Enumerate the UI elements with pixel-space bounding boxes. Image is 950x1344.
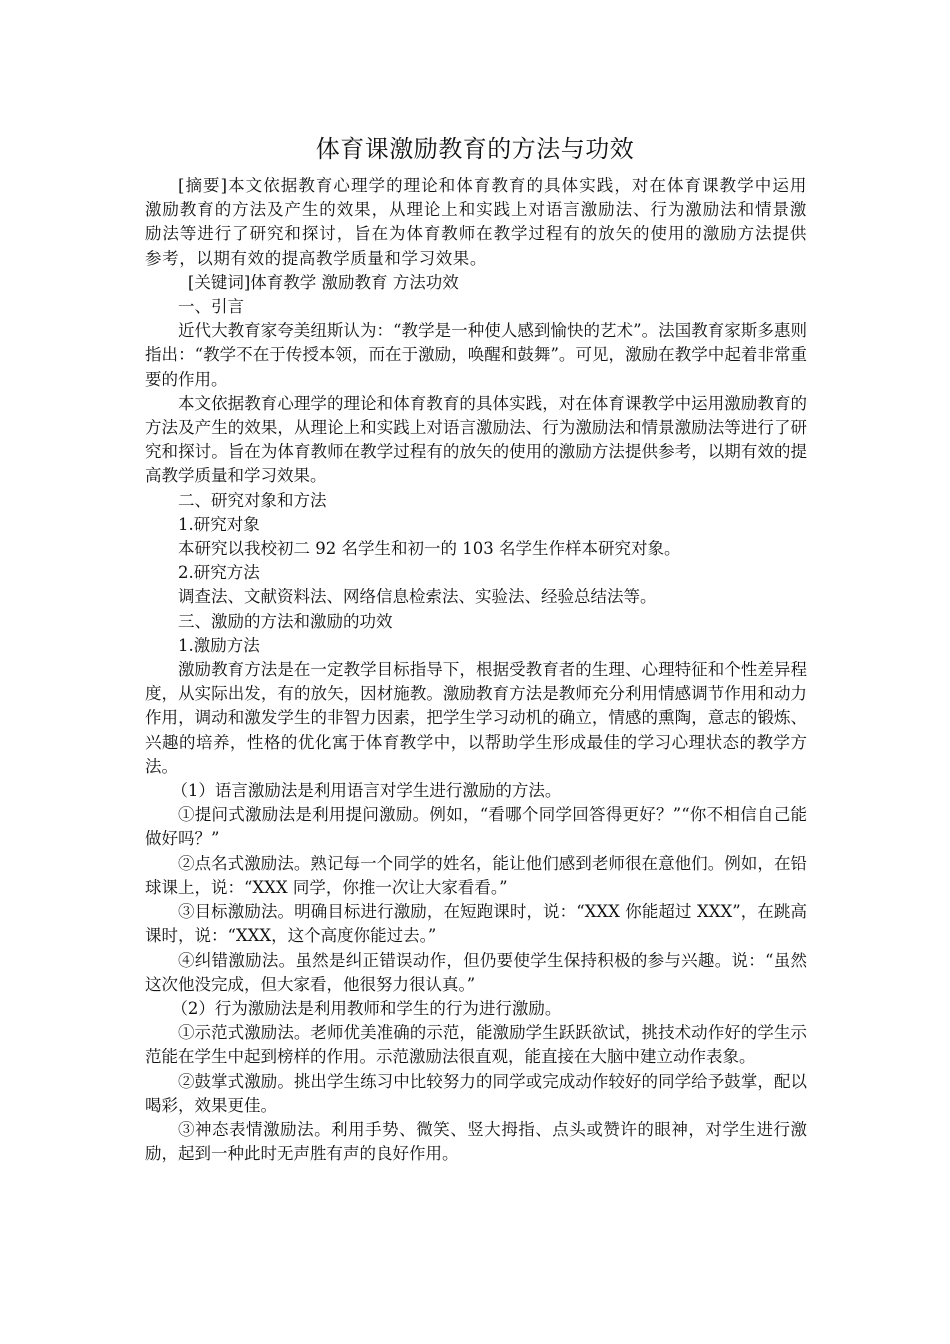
- section-heading-research: 二、研究对象和方法: [178, 490, 327, 510]
- language-incentive-item-2: ②点名式激励法。熟记每一个同学的姓名，能让他们感到老师很在意他们。例如，在铅球课上，说：“XXX 同学，你推一次让大家看看。”: [145, 853, 807, 897]
- research-method-text: 调查法、文献资料法、网络信息检索法、实验法、经验总结法等。: [178, 587, 657, 607]
- language-incentive-item-4: ④纠错激励法。虽然是纠正错误动作，但仍要使学生保持积极的参与兴趣。说：“虽然这次他没完成，但大家看，他很努力很认真。”: [145, 950, 807, 994]
- behavior-incentive-item-3: ③神态表情激励法。利用手势、微笑、竖大拇指、点头或赞许的眼神，对学生进行激励，起到一种此时无声胜有声的良好作用。: [145, 1119, 807, 1164]
- behavior-incentive-heading: （2）行为激励法是利用教师和学生的行为进行激励。: [171, 998, 562, 1018]
- intro-paragraph-1: 近代大教育家夸美纽斯认为：“教学是一种使人感到愉快的艺术”。法国教育家斯多惠则指出：“教学不在于传授本领，而在于激励，唤醒和鼓舞”。可见，激励在教学中起着非常重要的作用。: [145, 321, 807, 389]
- behavior-incentive-item-1: ①示范式激励法。老师优美准确的示范，能激励学生跃跃欲试，挑技术动作好的学生示范能在学生中起到榜样的作用。示范激励法很直观，能直接在大脑中建立动作表象。: [145, 1023, 807, 1067]
- language-incentive-item-1: ①提问式激励法是利用提问激励。例如，“看哪个同学回答得更好？”“你不相信自己能做好吗？”: [145, 805, 807, 849]
- abstract-paragraph: [摘要]本文依据教育心理学的理论和体育教育的具体实践，对在体育课教学中运用激励教育的方法及产生的效果，从理论上和实践上对语言激励法、行为激励法和情景激励法等进行了研究和探讨，旨在为体育教师在教学过程有的放矢的使用的激励方法提供参考，以期有效的提高教学质量和学习效果。: [145, 176, 807, 268]
- keywords-line: [关键词]体育教学 激励教育 方法功效: [187, 272, 459, 292]
- intro-paragraph-2: 本文依据教育心理学的理论和体育教育的具体实践，对在体育课教学中运用激励教育的方法及产生的效果，从理论上和实践上对语言激励法、行为激励法和情景激励法等进行了研究和探讨。旨在为体育教师在教学过程有的放矢的使用的激励方法提供参考，以期有效的提高教学质量和学习效果。: [145, 393, 807, 486]
- subheading-research-method: 2.研究方法: [178, 563, 260, 583]
- section-heading-intro: 一、引言: [178, 297, 244, 317]
- subheading-research-object: 1.研究对象: [178, 514, 260, 534]
- section-heading-incentive: 三、激励的方法和激励的功效: [178, 611, 393, 631]
- document-title: 体育课激励教育的方法与功效: [315, 135, 635, 163]
- behavior-incentive-item-2: ②鼓掌式激励。挑出学生练习中比较努力的同学或完成动作较好的同学给予鼓掌，配以喝彩，效果更佳。: [145, 1071, 807, 1115]
- language-incentive-item-3: ③目标激励法。明确目标进行激励，在短跑课时，说：“XXX 你能超过 XXX”，在跳高课时，说：“XXX，这个高度你能过去。”: [145, 902, 807, 946]
- research-object-text: 本研究以我校初二 92 名学生和初一的 103 名学生作样本研究对象。: [178, 539, 681, 559]
- subheading-incentive-method: 1.激励方法: [178, 635, 260, 655]
- language-incentive-heading: （1）语言激励法是利用语言对学生进行激励的方法。: [171, 781, 562, 801]
- document-body: [145, 174, 807, 1166]
- incentive-method-text: 激励教育方法是在一定教学目标指导下，根据受教育者的生理、心理特征和个性差异程度，从实际出发，有的放矢，因材施教。激励教育方法是教师充分利用情感调节作用和动力作用，调动和激发学生的非智力因素，把学生学习动机的确立，情感的熏陶，意志的锻炼、兴趣的培养，性格的优化寓于体育教学中，以帮助学生形成最佳的学习心理状态的教学方法。: [145, 660, 807, 776]
